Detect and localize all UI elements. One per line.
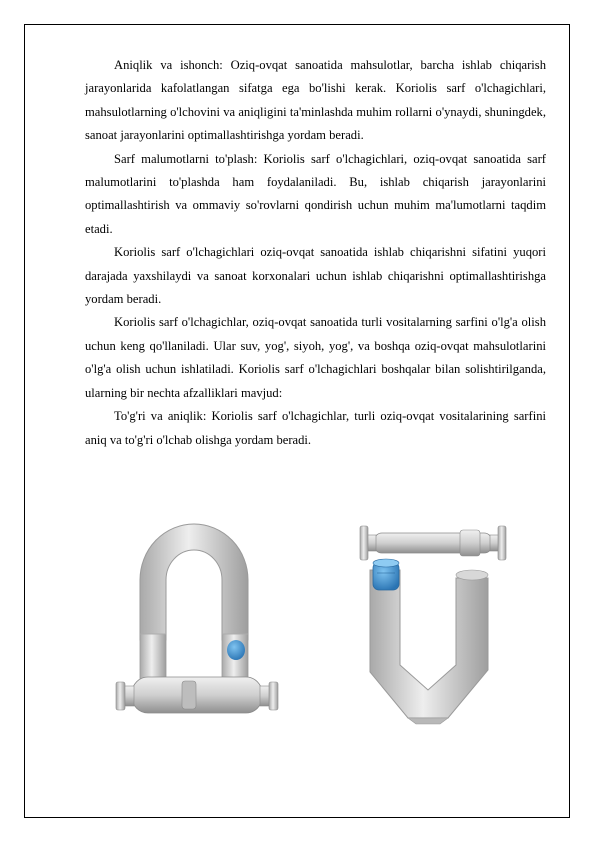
paragraph-accuracy: Aniqlik va ishonch: Oziq-ovqat sanoatida mahsulotlar, barcha ishlab chiqarish jarayonlarida kafolatlangan sifatga ega bo'lishi kerak. Koriolis sarf o'lchagichlari, mahsulotlarning o'lchovini va aniqligini ta'minlashda muhim rollarni o'ynaydi, shuningdek, sanoat jarayonlarini optimallashtirishga yordam beradi. xyxy=(85,58,546,143)
paragraph-usage: Koriolis sarf o'lchagichlar, oziq-ovqat sanoatida turli vositalarning sarfini o'lg'a olish uchun keng qo'llaniladi. Ular suv, yog', siyoh, yog', va boshqa oziq-ovqat mahsulotlarini o'lg'a olish uchun ishlatiladi. Koriolis sarf o'lchagichlari boshqalar bilan solishtirilganda, ularning bir nechta afzalliklari mavjud: xyxy=(85,315,546,400)
paragraph-quality: Koriolis sarf o'lchagichlari oziq-ovqat sanoatida ishlab chiqarishni sifatini yuqori darajada yaxshilaydi va sanoat korxonalari uchun ishlab chiqarishni optimallashtirishga yordam beradi. xyxy=(85,245,546,307)
document-body xyxy=(85,54,546,452)
paragraph-data-collection: Sarf malumotlarni to'plash: Koriolis sarf o'lchagichlari, oziq-ovqat sanoatida sarf malumotlarini to'plashda ham foydalaniladi. Bu, ishlab chiqarish jarayonlarini optimallashtirish va ommaviy so'rovlarni qondirish uchun muhim ma'lumotlarni taqdim etadi. xyxy=(85,151,546,236)
paragraph-precision: To'g'ri va aniqlik: Koriolis sarf o'lchagichlar, turli oziq-ovqat vositalarining sarfini aniq va to'g'ri o'lchab olishga yordam beradi. xyxy=(85,409,546,447)
